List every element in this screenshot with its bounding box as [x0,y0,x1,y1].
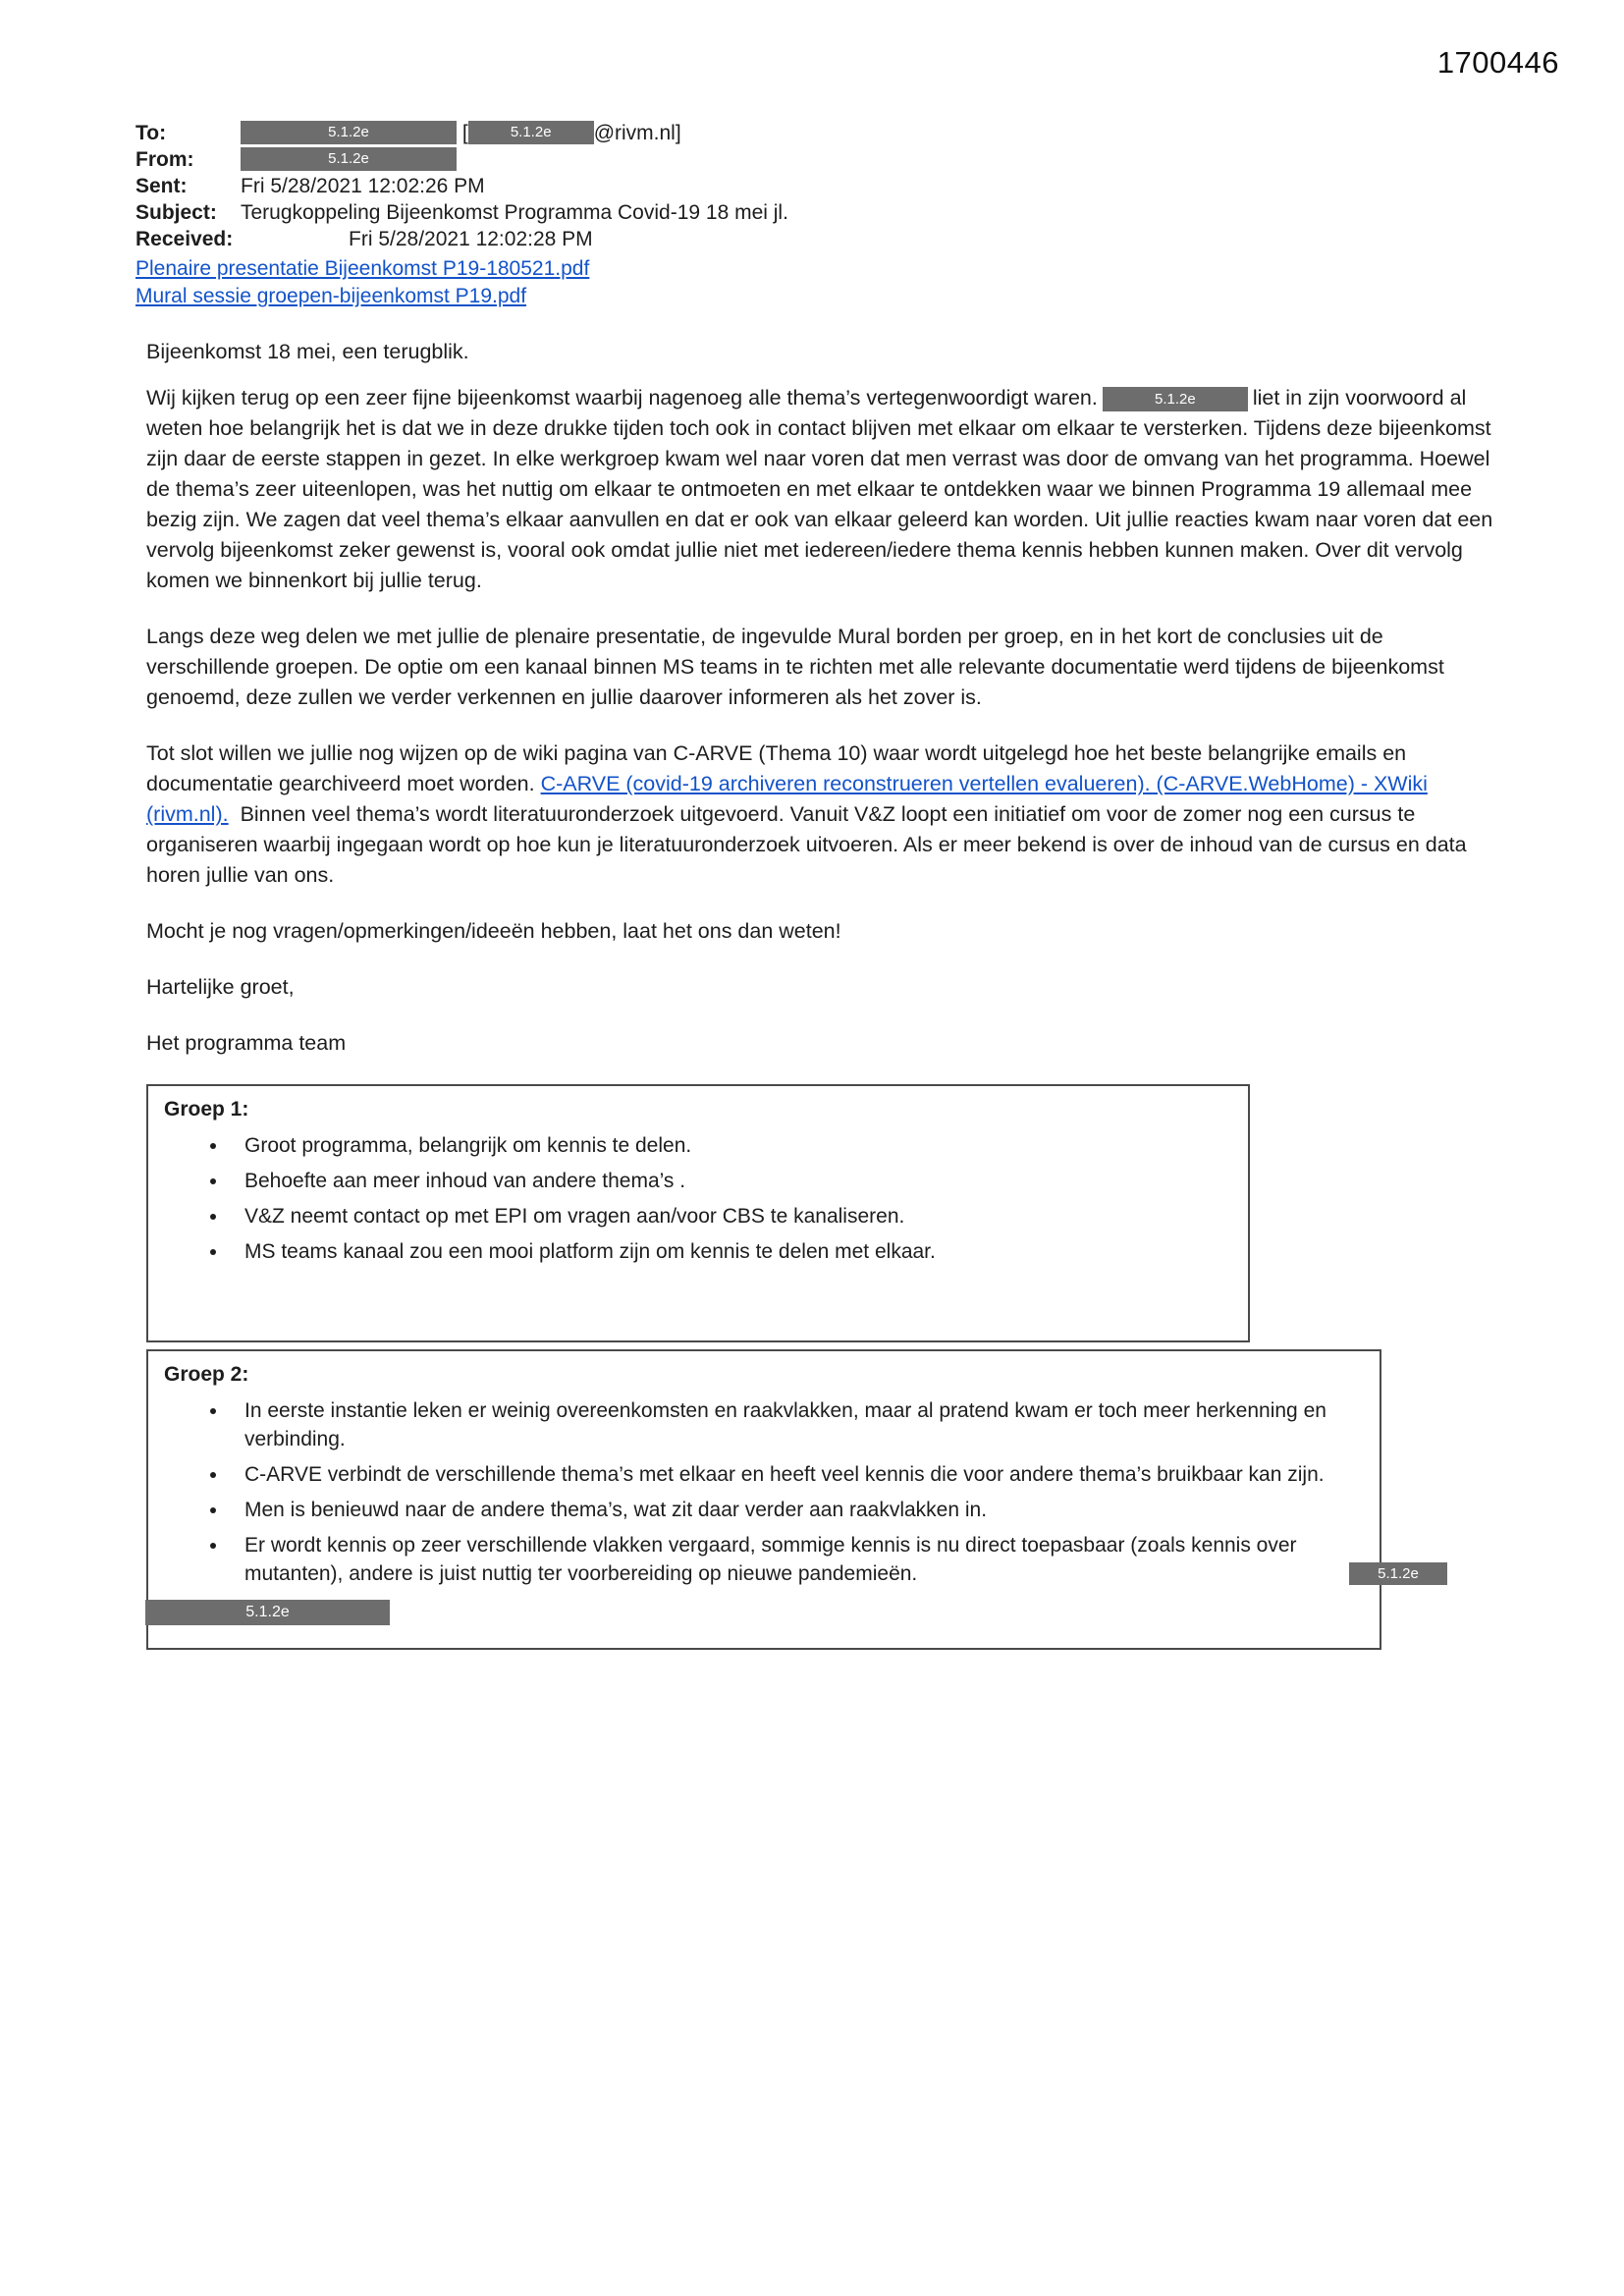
intro-line: Bijeenkomst 18 mei, een terugblik. [146,340,469,363]
bullet-item: • Men is benieuwd naar de andere thema’s, wat zit daar verder aan raakvlakken in. [229,1496,1360,1524]
group-1-bullet-list [164,1131,1228,1266]
paragraph-3-text-after: Binnen veel thema’s wordt literatuuronderzoek uitgevoerd. Vanuit V&Z loopt een initiatief om voor de zomer nog een cursus te organiseren waarbij ingegaan wordt op hoe kun je literatuuronderzoek uitvoeren. Als er meer bekend is over de inhoud van de cursus en data horen jullie van ons. [146,802,1467,887]
carve-xwiki-link[interactable]: C-ARVE (covid-19 archiveren reconstrueren vertellen evalueren). (C-ARVE.WebHome) - XWiki (rivm.nl). [146,772,1428,826]
bullet-item: • In eerste instantie leken er weinig overeenkomsten en raakvlakken, maar al pratend kwam er toch meer herkenning en verbinding. [229,1396,1360,1453]
bullet-item: • C-ARVE verbindt de verschillende thema’s met elkaar en heeft veel kennis die voor andere thema’s bruikbaar kan zijn. [229,1460,1360,1489]
closing-line: Hartelijke groet, [146,975,295,999]
received-label: Received: [135,228,234,250]
redaction-box: 5.1.2e [468,121,594,144]
paragraph-3 [146,738,1499,891]
bullet-item: • Er wordt kennis op zeer verschillende vlakken vergaard, sommige kennis is nu direct toepasbaar (zoals kennis over mutanten), andere is juist nuttig ter voorbereiding op nieuwe pandemieën. [229,1531,1360,1588]
bullet-item: • Behoefte aan meer inhoud van andere thema’s . [229,1167,1228,1195]
subject-value: Terugkoppeling Bijeenkomst Programma Covid-19 18 mei jl. [241,201,788,224]
from-value [241,148,457,171]
header-row-from [135,146,1510,173]
bullet-item: • V&Z neemt contact op met EPI om vragen aan/voor CBS te kanaliseren. [229,1202,1228,1230]
bullet-item: • Groot programma, belangrijk om kennis te delen. [229,1131,1228,1160]
redaction-box-side: 5.1.2e [1349,1562,1447,1585]
group-2-title: Groep 2: [164,1363,249,1386]
group-1-title: Groep 1: [164,1098,249,1121]
sent-value: Fri 5/28/2021 12:02:26 PM [241,175,485,197]
received-value: Fri 5/28/2021 12:02:28 PM [349,228,593,250]
to-value [241,122,681,144]
redaction-box: 5.1.2e [241,147,457,171]
paragraph-3-text-before: Tot slot willen we jullie nog wijzen op de wiki pagina van C-ARVE (Thema 10) waar wordt uitgelegd hoe het beste belangrijke emails en documentatie gearchiveerd moet worden. [146,741,1407,795]
attachment-list [135,255,1510,310]
document-number: 1700446 [1436,45,1559,80]
redaction-box: 5.1.2e [241,121,457,144]
signature-line: Het programma team [146,1031,347,1055]
email-headers [135,120,1510,252]
from-label: From: [135,148,194,171]
to-bracket: [ [461,122,468,144]
attachment-link-mural-sessie[interactable]: Mural sessie groepen-bijeenkomst P19.pdf [135,285,527,307]
bullet-item: • MS teams kanaal zou een mooi platform zijn om kennis te delen met elkaar. [229,1237,1228,1266]
redaction-box: 5.1.2e [1103,387,1248,411]
attachment-link-plenaire-presentatie[interactable]: Plenaire presentatie Bijeenkomst P19-180521.pdf [135,257,590,280]
paragraph-1 [146,383,1499,596]
group-1-box [146,1084,1250,1342]
subject-label: Subject: [135,201,217,224]
redaction-box-bottom: 5.1.2e [145,1600,390,1625]
paragraph-1-text-before: Wij kijken terug op een zeer fijne bijeenkomst waarbij nagenoeg alle thema’s vertegenwoordigt waren. [146,386,1098,410]
group-2-bullet-list [164,1396,1360,1588]
paragraph-1-text-after: liet in zijn voorwoord al weten hoe belangrijk het is dat we in deze drukke tijden toch ook in contact blijven met elkaar om elkaar te versterken. Tijdens deze bijeenkomst zijn daar de eerste stappen in gezet. In elke werkgroep kwam wel naar voren dat men verrast was door de omvang van het programma. Hoewel de thema’s zeer uiteenlopen, was het nuttig om elkaar te ontmoeten en met elkaar te ontdekken waar we binnen Programma 19 allemaal mee bezig zijn. We zagen dat veel thema’s elkaar aanvullen en dat er ook van elkaar geleerd kan worden. Uit jullie reacties kwam naar voren dat een vervolg bijeenkomst zeker gewenst is, vooral ook omdat jullie niet met iedereen/iedere thema kennis hebben kunnen maken. Over dit vervolg komen we binnenkort bij jullie terug. [146,386,1493,592]
to-domain: @rivm.nl] [593,122,681,144]
header-row-to [135,120,1510,146]
document-content [135,120,1510,1650]
header-row-subject [135,199,1510,226]
header-row-sent [135,173,1510,199]
email-body [146,337,1499,1059]
paragraph-4: Mocht je nog vragen/opmerkingen/ideeën hebben, laat het ons dan weten! [146,919,841,943]
sent-label: Sent: [135,175,188,197]
to-label: To: [135,122,167,144]
paragraph-2: Langs deze weg delen we met jullie de plenaire presentatie, de ingevulde Mural borden per groep, en in het kort de conclusies uit de verschillende groepen. De optie om een kanaal binnen MS teams in te richten met alle relevante documentatie werd tijdens de bijeenkomst genoemd, deze zullen we verder verkennen en jullie daarover informeren als het zover is. [146,625,1444,709]
header-row-received [135,226,1510,252]
